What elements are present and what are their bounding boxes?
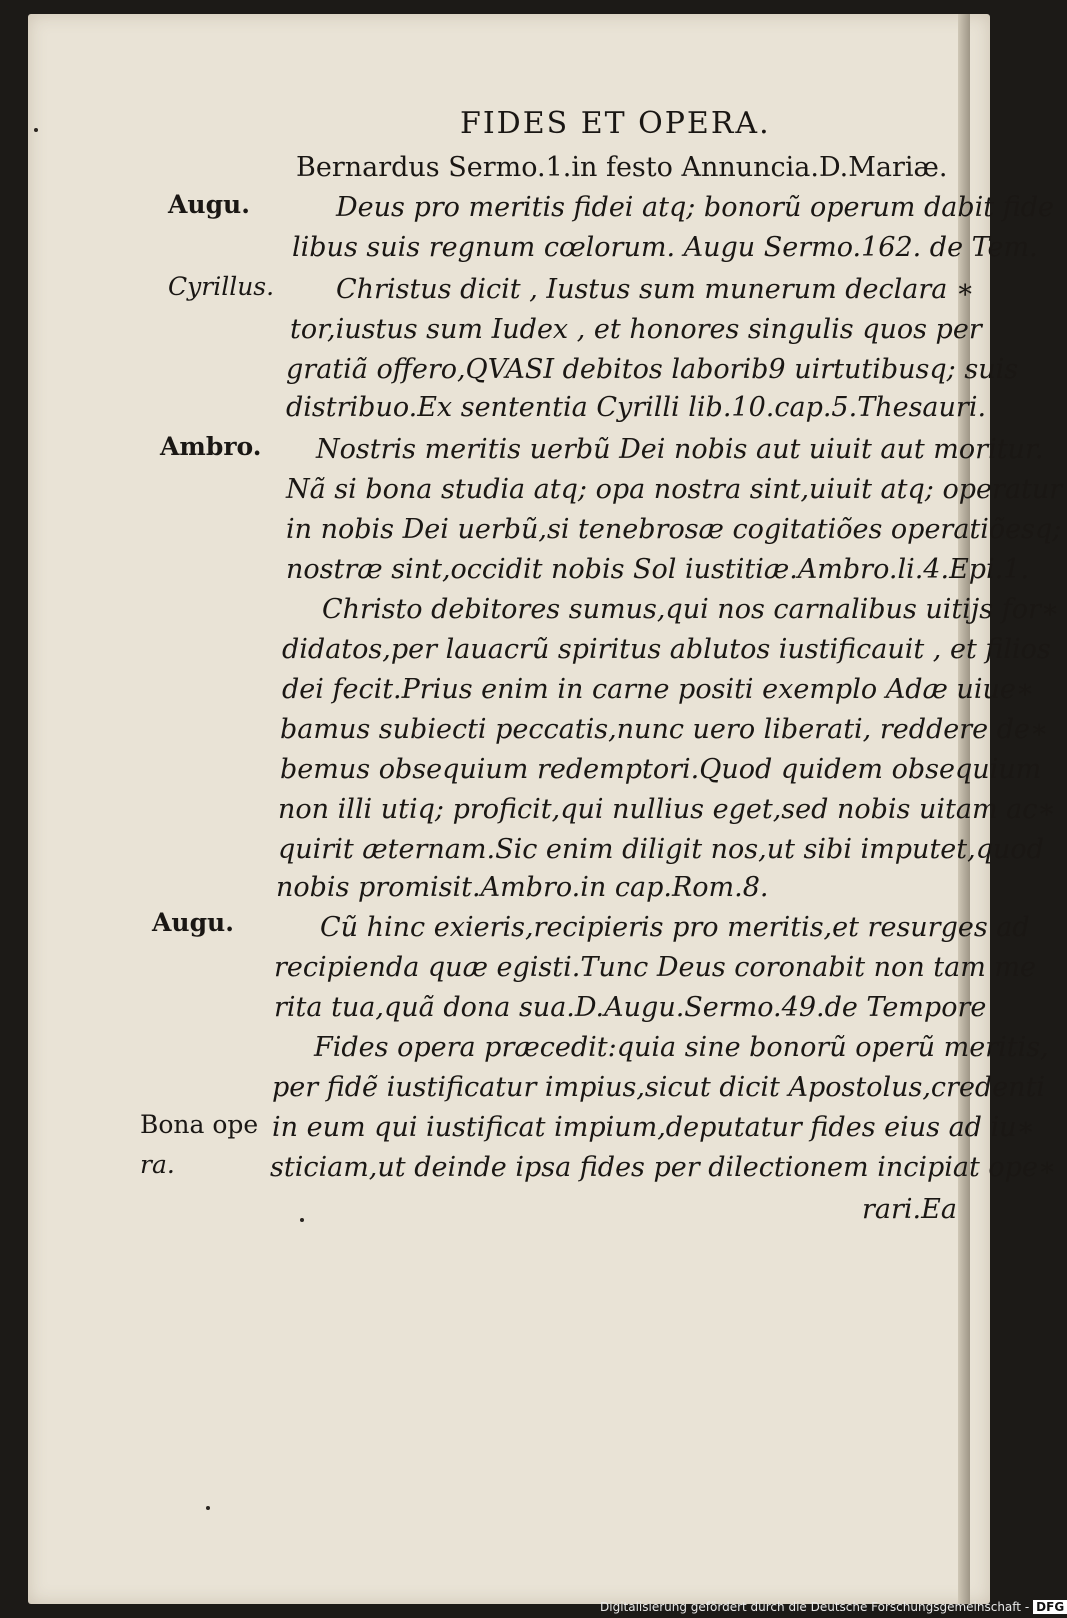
digitization-footer <box>600 1597 1065 1618</box>
text-line: in nobis Dei uerbũ,si tenebrosæ cogitatiões operatiõesq; <box>286 514 1062 545</box>
text-line: distribuo.Ex sententia Cyrilli lib.10.cap.5.Thesauri. <box>286 392 987 423</box>
margin-note-bona-ope: Bona ope <box>140 1110 259 1139</box>
text-line: rita tua,quã dona sua.D.Augu.Sermo.49.de Tempore <box>274 992 987 1023</box>
text-line: Christo debitores sumus,qui nos carnalibus uitijs for∗ <box>322 594 1060 625</box>
ink-speck <box>206 1506 210 1510</box>
dfg-logo: DFG <box>1033 1600 1067 1614</box>
text-line: gratiã offero,QVASI debitos laborib9 uirtutibusq; suis <box>286 354 1019 385</box>
text-line: per fidẽ iustificatur impius,sicut dicit Apostolus,credenti <box>272 1072 1046 1103</box>
ink-speck <box>34 128 38 132</box>
text-line: Deus pro meritis fidei atq; bonorũ operum dabit fide <box>336 192 1054 223</box>
text-line: dei fecit.Prius enim in carne positi exemplo Adæ uiue∗ <box>282 674 1035 705</box>
text-line: recipienda quæ egisti.Tunc Deus coronabit non tam me <box>274 952 1036 983</box>
margin-note-augu: Augu. <box>168 190 250 219</box>
footer-text: Digitalisierung gefördert durch die Deutsche Forschungsgemeinschaft - <box>600 1600 1030 1614</box>
text-line: nobis promisit.Ambro.in cap.Rom.8. <box>276 872 769 903</box>
text-line: quirit æternam.Sic enim diligit nos,ut sibi imputet,quod <box>278 834 1044 865</box>
text-line: libus suis regnum cœlorum. Augu Sermo.162. de Tem. <box>292 232 1038 263</box>
margin-note-ambro: Ambro. <box>160 432 262 461</box>
text-line: in eum qui iustificat impium,deputatur fides eius ad iu∗ <box>272 1112 1035 1143</box>
text-line: Nostris meritis uerbũ Dei nobis aut uiuit aut moritur. <box>316 434 1044 465</box>
text-line: Fides opera præcedit:quia sine bonorũ operũ meritis, <box>314 1032 1049 1063</box>
text-line: bemus obsequium redemptori.Quod quidem obsequium <box>280 754 1042 785</box>
ink-speck <box>300 1218 304 1222</box>
margin-note-augu-2: Augu. <box>152 908 234 937</box>
text-line: Cũ hinc exieris,recipieris pro meritis,et resurges ad <box>320 912 1030 943</box>
text-line: bamus subiecti peccatis,nunc uero liberati, reddere de∗ <box>280 714 1049 745</box>
text-line: nostræ sint,occidit nobis Sol iustitiæ.Ambro.li.4.Epi.1. <box>286 554 1030 585</box>
text-line: Nã si bona studia atq; opa nostra sint,uiuit atq; operatur <box>286 474 1063 505</box>
text-line: didatos,per lauacrũ spiritus ablutos iustificauit , et filios <box>282 634 1051 665</box>
text-line: Christus dicit , Iustus sum munerum declara ∗ <box>336 274 975 305</box>
margin-note-ra: ra. <box>140 1150 175 1179</box>
text-line: non illi utiq; proficit,qui nullius eget,sed nobis uitam ac∗ <box>278 794 1056 825</box>
margin-note-cyrillus: Cyrillus. <box>168 272 275 301</box>
text-line-catchword: rari.Ea <box>862 1194 957 1225</box>
text-line: sticiam,ut deinde ipsa fides per dilectionem incipiat ope∗ <box>270 1152 1057 1183</box>
text-line: tor,iustus sum Iudex , et honores singulis quos per <box>290 314 982 345</box>
running-heading: FIDES ET OPERA. <box>460 106 771 141</box>
text-line: Bernardus Sermo.1.in festo Annuncia.D.Mariæ. <box>296 152 948 183</box>
